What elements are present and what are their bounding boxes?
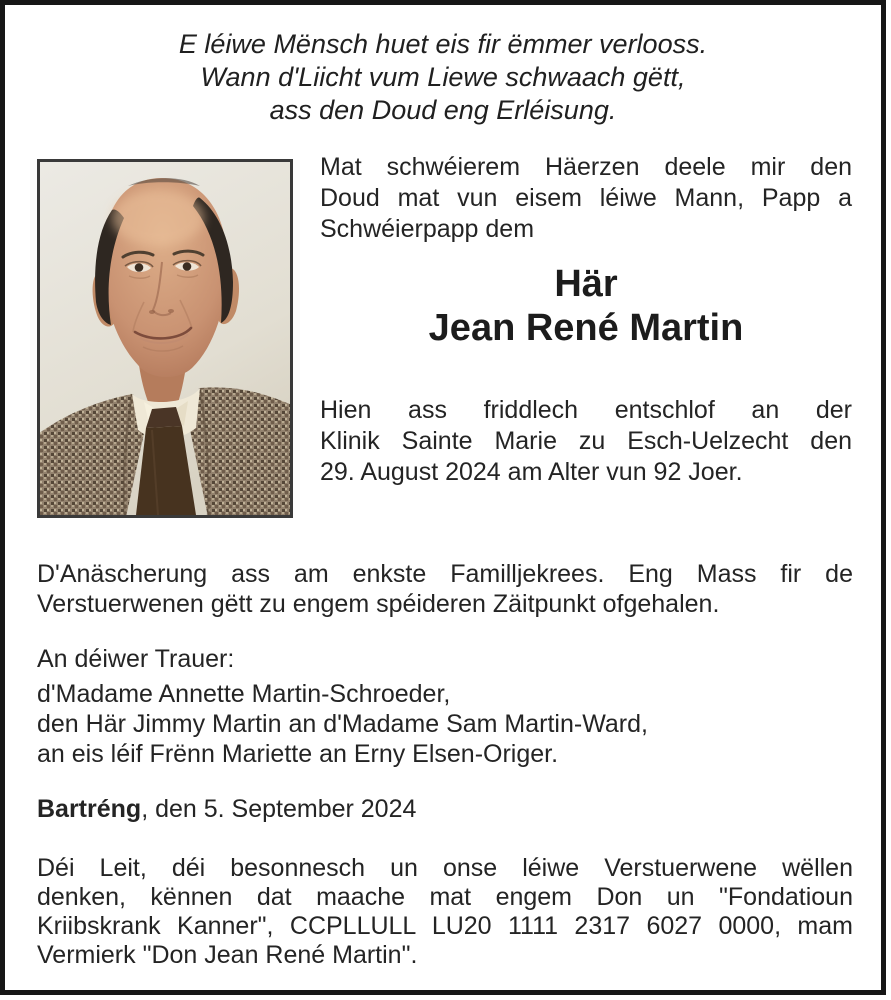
dateline-place: Bartréng [37,795,142,823]
epigraph-line-3: ass den Doud eng Erléisung. [269,95,617,125]
intro-line-1: Mat schwéierem Häerzen deele mir den [320,153,852,181]
donation-line-1: Déi Leit, déi besonnesch un onse léiwe Verstuerwene wëllen [37,854,853,882]
mourner-line-2: den Här Jimmy Martin an d'Madame Sam Martin-Ward, [37,710,648,738]
deceased-title: Här [554,263,618,305]
portrait-illustration [40,162,290,515]
cremation-line-1: D'Anäscherung ass am enkste Familljekrees. Eng Mass fir de [37,560,853,588]
deceased-name-block [320,262,852,350]
donation-line-2: denken, kënnen dat maache mat engem Don un "Fondatioun [37,883,853,911]
dateline [37,794,853,824]
death-notice-line-2: Klinik Sainte Marie zu Esch-Uelzecht den [320,427,852,455]
mourners-list [37,679,853,769]
intro-paragraph [320,152,852,245]
cremation-paragraph [37,559,853,619]
death-notice-line-1: Hien ass friddlech entschlof an der [320,396,852,424]
death-notice-line-3: 29. August 2024 am Alter vun 92 Joer. [320,458,743,486]
death-notice-paragraph [320,395,852,488]
intro-line-2: Doud mat vun eisem léiwe Mann, Papp a [320,184,852,212]
donation-line-3: Kriibskrank Kanner", CCPLLULL LU20 1111 2317 6027 0000, mam [37,912,853,940]
epigraph-line-1: E léiwe Mënsch huet eis fir ëmmer verlooss. [178,29,708,59]
mourning-label: An déiwer Trauer: [37,645,235,673]
mourner-line-1: d'Madame Annette Martin-Schroeder, [37,680,451,708]
epigraph [0,28,886,127]
deceased-name: Jean René Martin [428,307,744,349]
portrait-photo [37,159,293,518]
cremation-line-2: Verstuerwenen gëtt zu engem spéideren Zäitpunkt ofgehalen. [37,590,720,618]
epigraph-line-2: Wann d'Liicht vum Liewe schwaach gëtt, [200,62,686,92]
donation-line-4: Vermierk "Don Jean René Martin". [37,941,418,969]
dateline-rest: , den 5. September 2024 [141,795,417,823]
mourner-line-3: an eis léif Frënn Mariette an Erny Elsen-Origer. [37,740,559,768]
donation-paragraph [37,854,853,970]
intro-line-3: Schwéierpapp dem [320,215,535,243]
